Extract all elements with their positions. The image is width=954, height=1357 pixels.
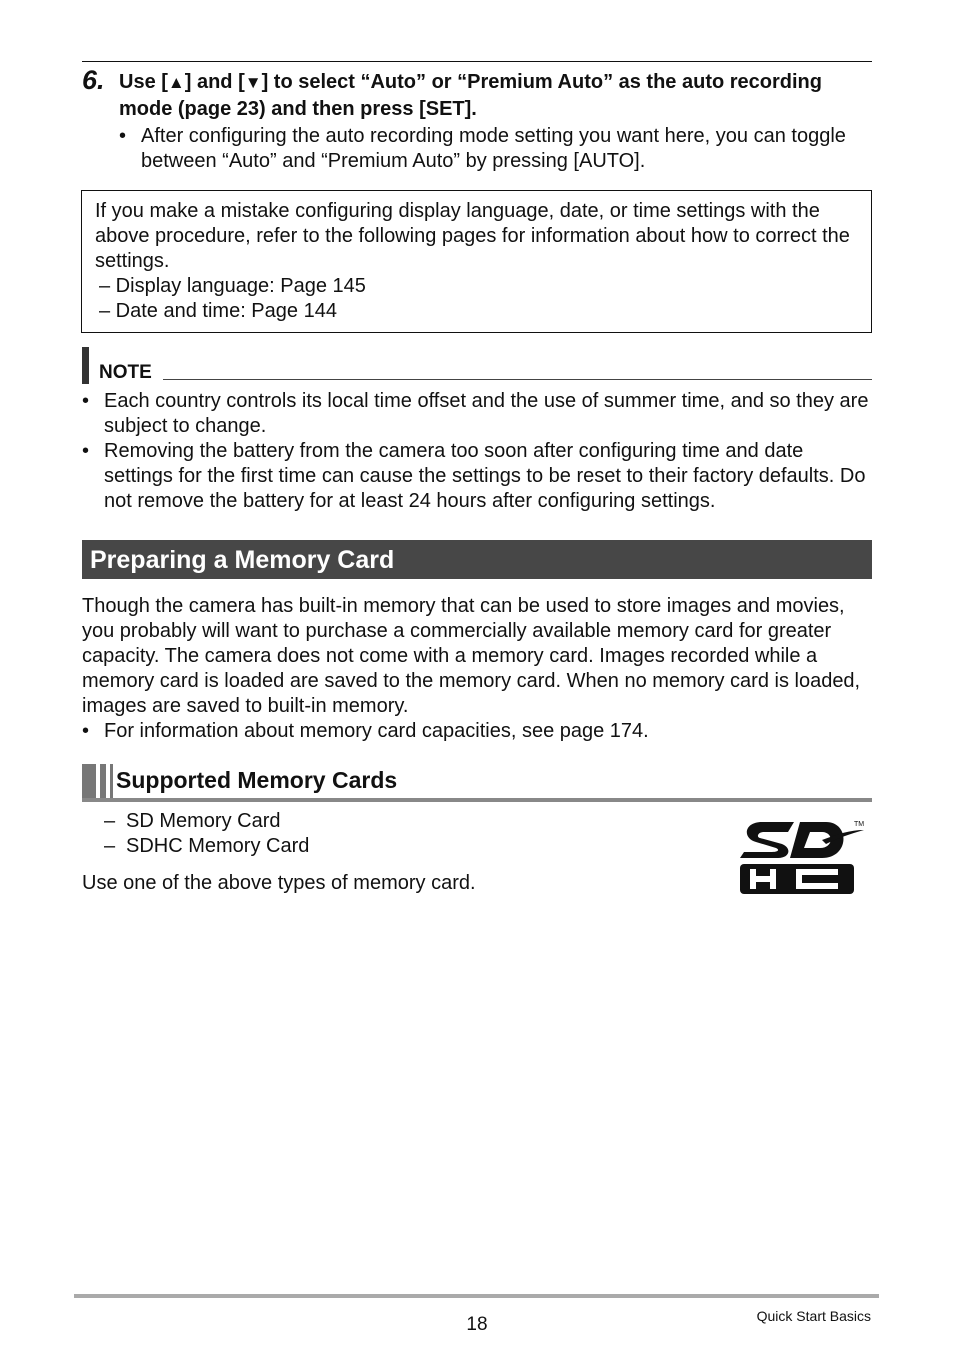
- subsection-bar: [100, 764, 106, 800]
- step-bullet-text: After configuring the auto recording mode setting you want here, you can toggle between “Auto” and “Premium Auto” by pressing [AUTO].: [141, 125, 846, 172]
- step-bullet: [119, 124, 859, 174]
- subsection-rule: [82, 798, 872, 802]
- bullet-icon: •: [82, 440, 90, 462]
- note-rule: [163, 379, 872, 380]
- subsection-bar: [82, 764, 96, 800]
- down-arrow-icon: ▼: [244, 73, 262, 92]
- card-item: – SDHC Memory Card: [104, 835, 310, 857]
- step-instruction: Use [▲] and [▼] to select “Auto” or “Premium Auto” as the auto recording mode (page 23) and then press [SET].: [119, 71, 822, 120]
- footer-rule: [74, 1294, 879, 1298]
- svg-text:TM: TM: [854, 821, 865, 828]
- note-label: NOTE: [99, 362, 152, 383]
- correction-box: [81, 190, 872, 333]
- bullet-icon: •: [82, 720, 90, 742]
- section-header: [82, 540, 872, 579]
- intro-paragraph: Though the camera has built-in memory that can be used to store images and movies, you probably will want to purchase a commercially available memory card for greater capacity. The camera does not come with a memory card. Images recorded while a memory card is loaded are saved to the memory card. When no memory card is loaded, images are saved to built-in memory.: [82, 595, 861, 717]
- subsection-bar: [110, 764, 113, 800]
- card-list: [104, 809, 309, 859]
- section-intro: [82, 594, 872, 744]
- up-arrow-icon: ▲: [167, 73, 185, 92]
- dash: –: [104, 810, 116, 832]
- top-rule: [82, 61, 872, 62]
- card-usage: Use one of the above types of memory card.: [82, 872, 476, 894]
- note-item: • Removing the battery from the camera too soon after configuring time and date settings for the first time can cause the settings to be reset to their factory defaults. Do not remove the battery for at least 24 hours after configuring settings.: [82, 440, 866, 512]
- subsection-title: Supported Memory Cards: [116, 767, 398, 793]
- box-item-date-time: – Date and time: Page 144: [99, 300, 337, 322]
- page-number: 18: [466, 1314, 488, 1335]
- box-text: If you make a mistake configuring display language, date, or time settings with the above procedure, refer to the following pages for information about how to correct the settings.: [95, 200, 850, 272]
- section-title: Preparing a Memory Card: [90, 546, 395, 574]
- bullet-icon: •: [82, 390, 90, 412]
- card-item: – SD Memory Card: [104, 810, 281, 832]
- intro-bullet: • For information about memory card capacities, see page 174.: [82, 720, 649, 742]
- dash: –: [104, 835, 116, 857]
- box-item-display-language: – Display language: Page 145: [99, 275, 366, 297]
- note-bar: [82, 347, 89, 384]
- note-list: [82, 389, 872, 514]
- note-item: • Each country controls its local time offset and the use of summer time, and so they are subject to change.: [82, 390, 869, 437]
- footer-title: Quick Start Basics: [756, 1308, 871, 1324]
- step-number: 6.: [82, 65, 105, 95]
- bullet-icon: •: [119, 125, 127, 147]
- sdhc-logo-icon: [738, 818, 870, 898]
